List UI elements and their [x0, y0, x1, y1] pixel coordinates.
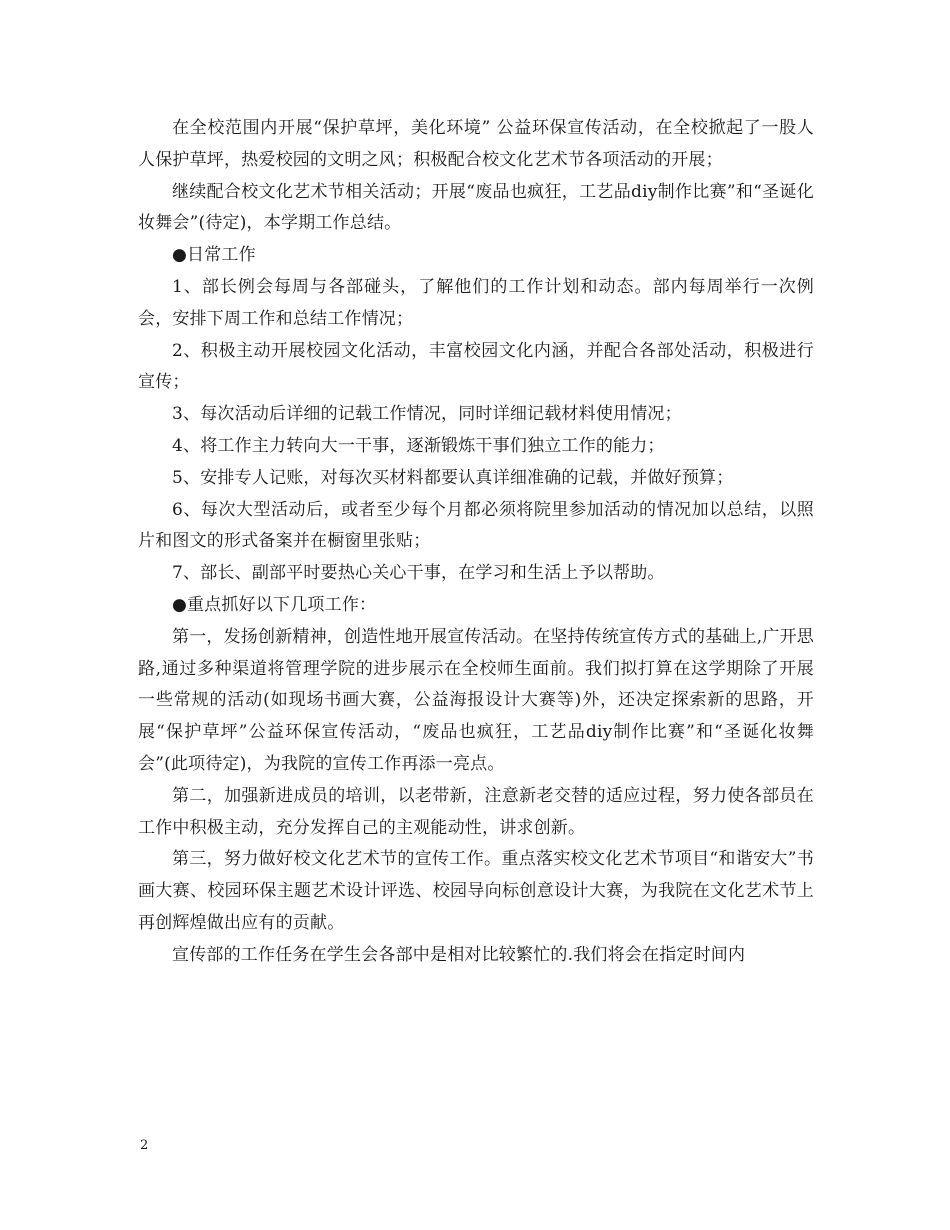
list-item-7: 7、部长、副部平时要热心关心干事，在学习和生活上予以帮助。: [172, 563, 665, 584]
page-number: 2: [140, 1138, 149, 1153]
list-item-5: 5、安排专人记账，对每次买材料都要认真详细准确的记载，并做好预算；: [172, 467, 734, 488]
heading-key-tasks: ●重点抓好以下几项工作：: [172, 594, 377, 615]
paragraph-third-task: 第三，努力做好校文化艺术节的宣传工作。重点落实校文化艺术节项目“和谐安大”书画大赛、校园环保主题艺术设计评选、校园导向标创意设计大赛，为我院在文化艺术节上再创辉煌做出应有的贡献。: [138, 849, 814, 933]
paragraph-first-task: 第一，发扬创新精神，创造性地开展宣传活动。在坚持传统宣传方式的基础上,广开思路,通过多种渠道将管理学院的进步展示在全校师生面前。我们拟打算在这学期除了开展一些常规的活动(如现场书画大赛，公益海报设计大赛等)外，还决定探索新的思路，开展“保护草坪”公益环保宣传活动，“废品也疯狂，工艺品diy制作比赛”和“圣诞化妆舞会”(此项待定)，为我院的宣传工作再添一亮点。: [138, 626, 815, 774]
paragraph-second-task: 第二，加强新进成员的培训，以老带新，注意新老交替的适应过程，努力使各部员在工作中积极主动，充分发挥自己的主观能动性，讲求创新。: [138, 785, 814, 838]
list-item-2: 2、积极主动开展校园文化活动，丰富校园文化内涵，并配合各部处活动，积极进行宣传；: [138, 340, 814, 393]
paragraph-art-festival: 继续配合校文化艺术节相关活动；开展“废品也疯狂，工艺品diy制作比赛”和“圣诞化妆舞会”(待定)，本学期工作总结。: [138, 181, 814, 234]
heading-daily-work: ●日常工作: [172, 245, 256, 266]
list-item-1: 1、部长例会每周与各部碰头，了解他们的工作计划和动态。部内每周举行一次例会，安排下周工作和总结工作情况；: [138, 276, 814, 329]
list-item-6: 6、每次大型活动后，或者至少每个月都必须将院里参加活动的情况加以总结，以照片和图文的形式备案并在橱窗里张贴；: [138, 499, 814, 552]
paragraph-closing: 宣传部的工作任务在学生会各部中是相对比较繁忙的.我们将会在指定时间内: [172, 944, 746, 965]
list-item-3: 3、每次活动后详细的记载工作情况，同时详细记载材料使用情况；: [172, 404, 682, 425]
document-body: [138, 113, 814, 972]
paragraph-intro-campaign: 在全校范围内开展“保护草坪，美化环境” 公益环保宣传活动，在全校掀起了一股人人保护草坪，热爱校园的文明之风；积极配合校文化艺术节各项活动的开展；: [138, 118, 814, 170]
list-item-4: 4、将工作主力转向大一干事，逐渐锻炼干事们独立工作的能力；: [172, 435, 665, 456]
